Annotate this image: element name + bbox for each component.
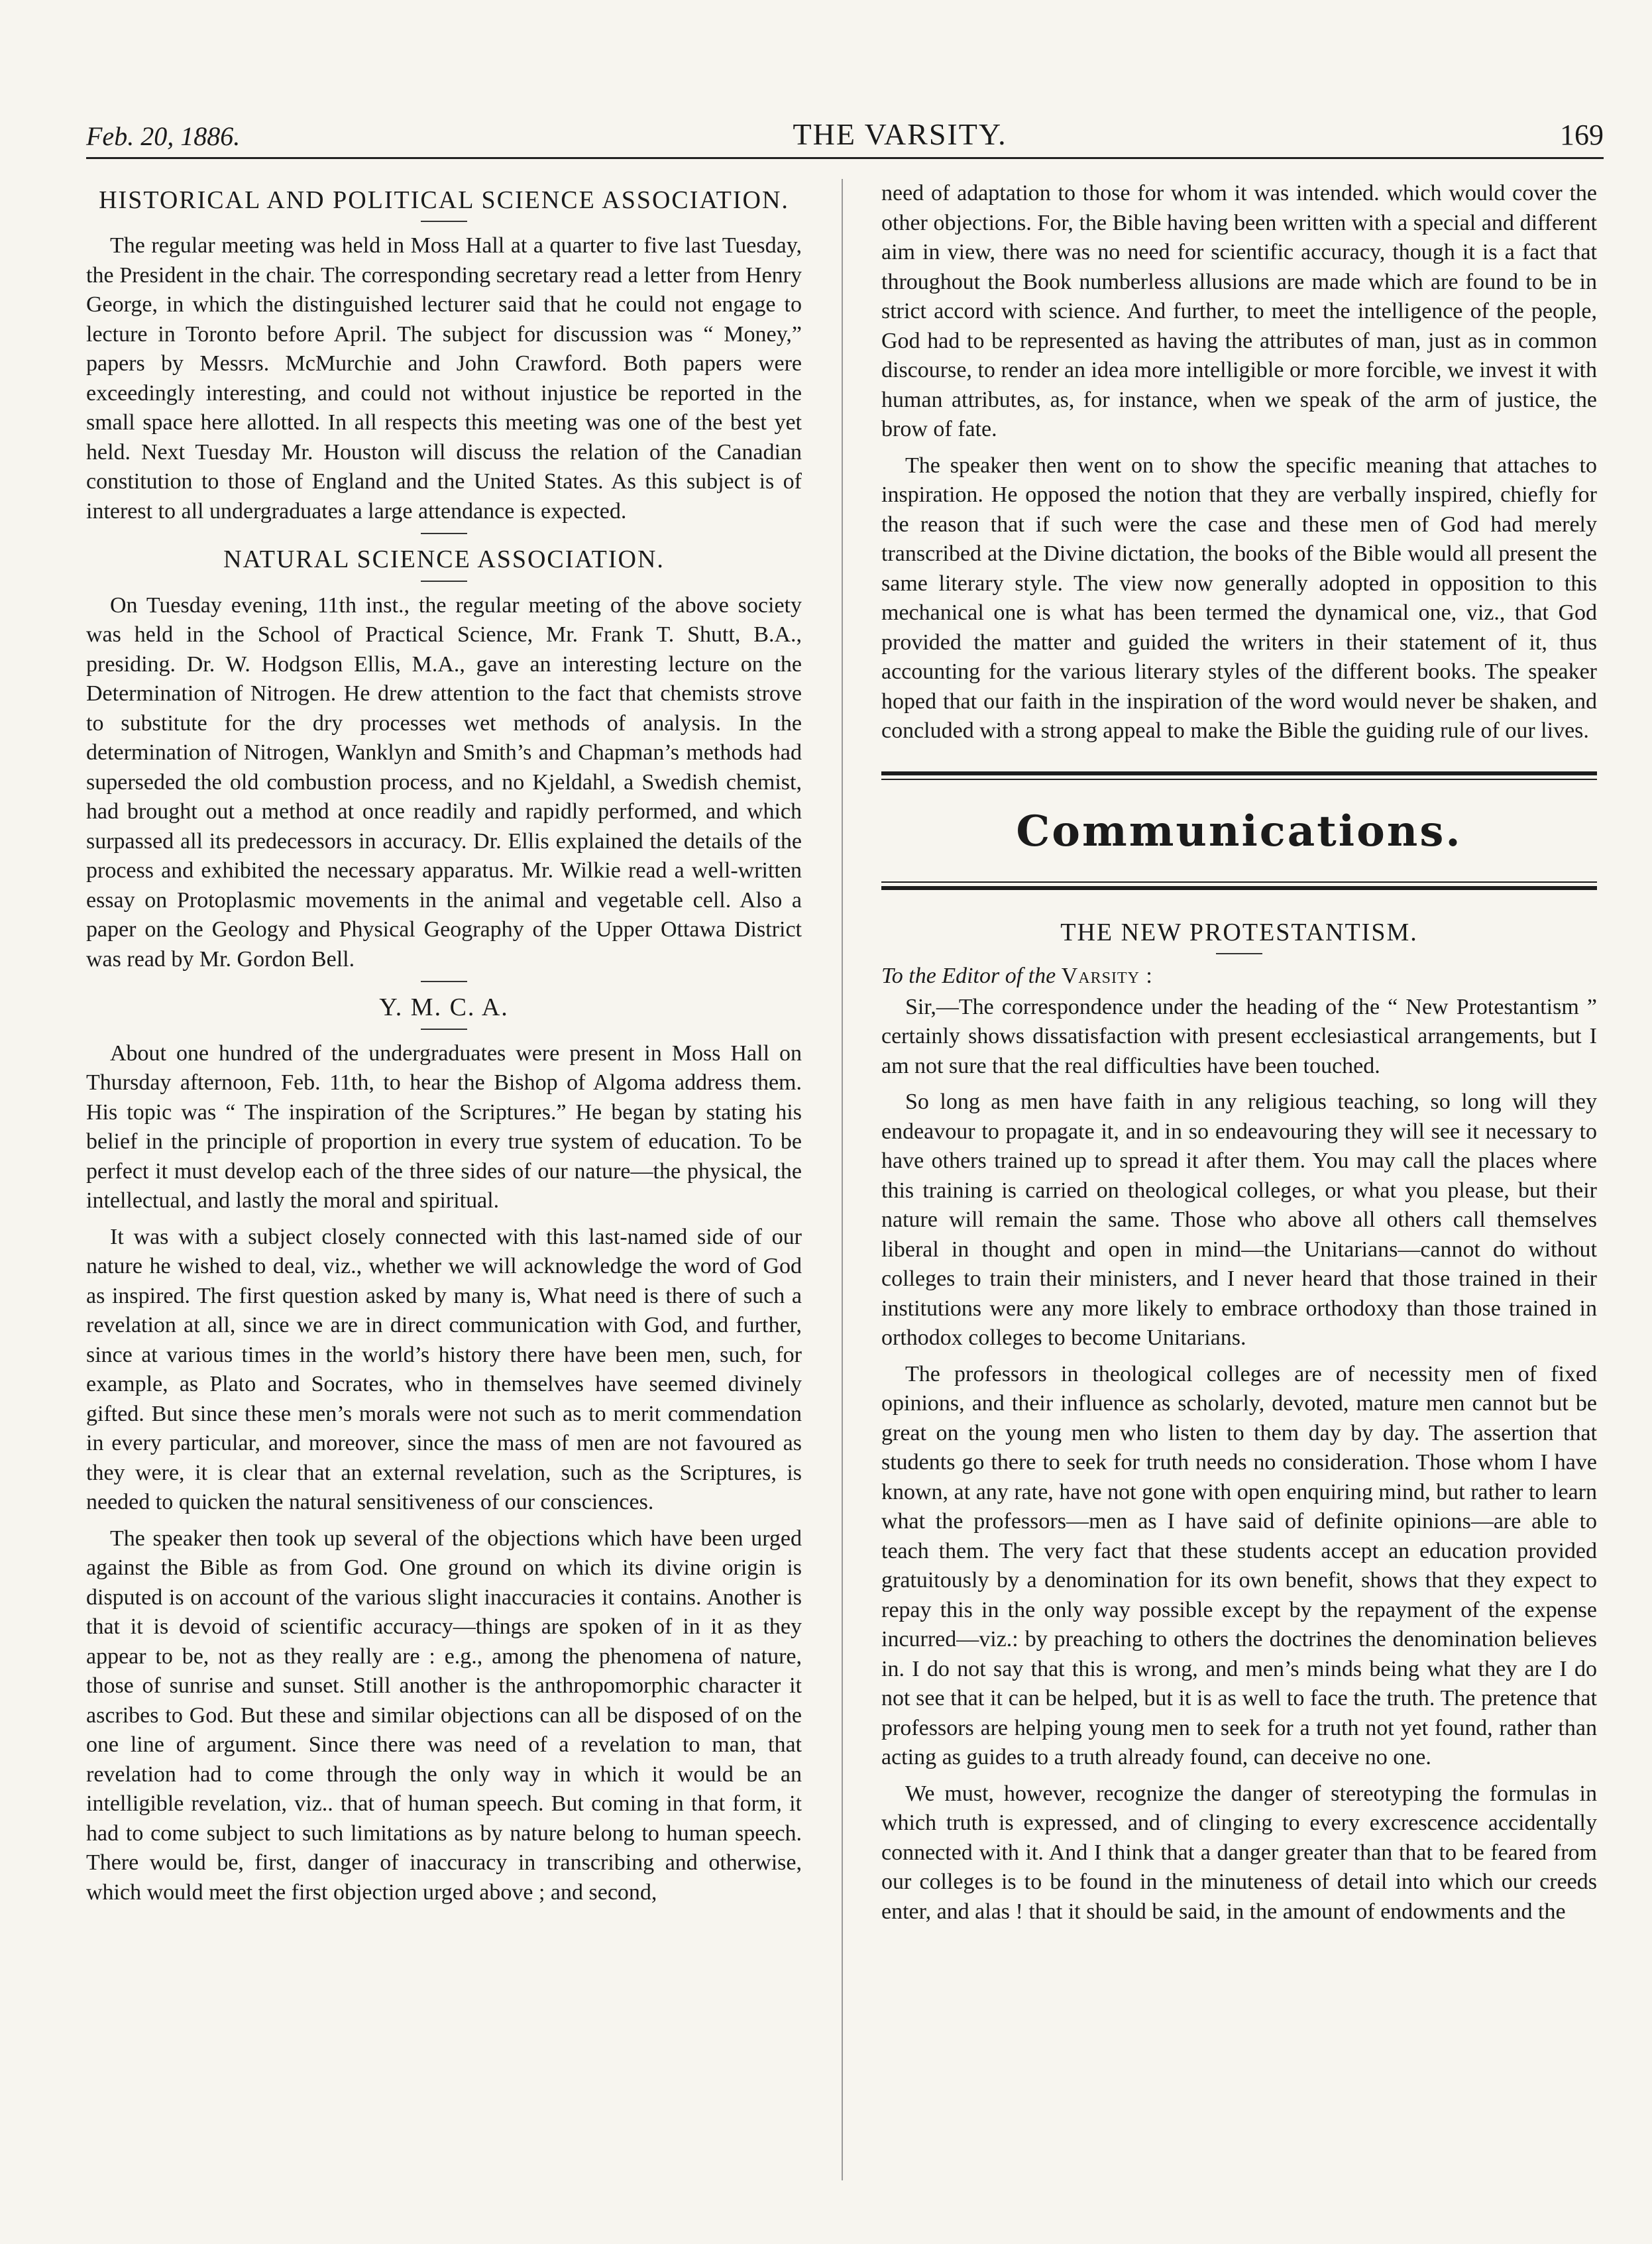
paragraph: We must, however, recognize the danger of stereotyping the formulas in which truth is expressed, and of clinging to every excrescence accidentally connected with it. And I think that a danger greater than that to be feared from our colleges is to be found in the minuteness of detail into which our creeds enter, and alas ! that it should be said, in the amount of endowments and the	[881, 1781, 1597, 1924]
paragraph: Sir,—The correspondence under the heading of the “ New Protestantism ” certainly shows dissatisfaction with present ecclesiastical arrangements, but I am not sure that the real difficulties have been touched.	[881, 994, 1597, 1078]
right-column	[881, 179, 1597, 1933]
newspaper-page	[86, 106, 1604, 2200]
paragraph: The professors in theological colleges are of necessity men of fixed opinions, and their influence as scholarly, devoted, mature men cannot but be great on the young men who listen to them day by day. The assertion that students go there to seek for truth needs no consideration. Those whom I have known, at any rate, have not gone with open enquiring mind, but rather to learn what the professors—men as I have said of definite opinions—are able to teach them. The very fact that these students accept an education provided gratuitously by a denomination for its own benefit, shows that they expect to repay this in the only way possible except by the repayment of the expense incurred—viz.: by preaching to others the doctrines the denomination believes in. I do not say that this is wrong, and men’s minds being what they are I do not see that it can be helped, but it is as well to face the truth. The pretence that professors are helping young men to seek for a truth not yet found, rather than acting as guides to a truth already found, can deceive no one.	[881, 1361, 1597, 1770]
communications-heading: Communications.	[1016, 806, 1462, 856]
paragraph: On Tuesday evening, 11th inst., the regular meeting of the above society was held in the School of Practical Science, Mr. Frank T. Shutt, B.A., presiding. Dr. W. Hodgson Ellis, M.A., gave an interesting lecture on the Determination of Nitrogen. He drew attention to the fact that chemists strove to substitute for the dry processes wet methods of analysis. In the determination of Nitrogen, Wanklyn and Smith’s and Chapman’s methods had superseded the old combustion process, and no Kjeldahl, a Swedish chemist, had brought out a method at once readily and rapidly performed, and which surpassed all its predecessors in accuracy. Dr. Ellis explained the details of the process and exhibited the necessary apparatus. Mr. Wilkie read a well-written essay on Protoplasmic movements in the animal and vegetable cell. Also a paper on the Geology and Physical Geography of the Upper Ottawa District was read by Mr. Gordon Bell.	[86, 592, 802, 972]
section-rule	[421, 221, 467, 222]
section-title-historical: HISTORICAL AND POLITICAL SCIENCE ASSOCIATION.	[99, 186, 789, 214]
paragraph: About one hundred of the undergraduates were present in Moss Hall on Thursday afternoon, Feb. 11th, to hear the Bishop of Algoma address them. His topic was “ The inspiration of the Scriptures.” He began by stating his belief in the principle of proportion in every true system of education. To be perfect it must develop each of the three sides of our nature—the physical, the intellectual, and lastly the moral and spiritual.	[86, 1040, 802, 1213]
masthead-title: THE VARSITY.	[793, 117, 1007, 151]
section-title-ymca: Y. M. C. A.	[379, 993, 509, 1022]
section-title-natural-science: NATURAL SCIENCE ASSOCIATION.	[223, 545, 665, 574]
double-rule-bottom	[881, 881, 1597, 890]
column-divider	[842, 179, 843, 2180]
section-rule	[421, 1029, 467, 1030]
section-rule	[421, 581, 467, 582]
page-number: 169	[1559, 119, 1604, 151]
salutation-name: Varsity :	[1061, 963, 1153, 988]
paragraph: The regular meeting was held in Moss Hall at a quarter to five last Tuesday, the President in the chair. The corresponding secretary read a letter from Henry George, in which the distinguished lecturer said that he could not engage to lecture in Toronto before April. The subject for discussion was “ Money,” papers by Messrs. McMurchie and John Crawford. Both papers were exceedingly interesting, and could not without injustice be reported in the small space here allotted. In all respects this meeting was one of the best yet held. Next Tuesday Mr. Houston will discuss the relation of the Canadian constitution to those of England and the United States. As this subject is of interest to all undergraduates a large attendance is expected.	[86, 233, 802, 524]
paragraph: So long as men have faith in any religious teaching, so long will they endeavour to propagate it, and in so endeavouring they will see it necessary to have others trained up to spread it after them. You may call the places where this training is carried on theological colleges, or what you please, but their nature will remain the same. Those who above all others call themselves liberal in thought and open in mind—the Unitarians—cannot do without colleges to train their ministers, and I never heard that those trained in their institutions were any more likely to embrace orthodoxy than those trained in orthodox colleges to become Unitarians.	[881, 1090, 1597, 1351]
section-rule	[1216, 953, 1262, 954]
section-rule	[421, 981, 467, 982]
paragraph: It was with a subject closely connected with this last-named side of our nature he wished to deal, viz., whether we will acknowledge the word of God as inspired. The first question asked by many is, What need is there of such a revelation at all, since we are in direct communication with God, and further, since at various times in the world’s history there have been men, such, for example, as Plato and Socrates, who in themselves have seemed divinely gifted. But since these men’s morals were not such as to merit commendation in every particular, and moreover, since the mass of men are not favoured as they were, it is clear that an external revelation, such as the Scriptures, is needed to quicken the natural sensitiveness of our consciences.	[86, 1224, 802, 1515]
left-column	[86, 179, 802, 1914]
salutation-prefix: To the Editor of the	[881, 963, 1056, 988]
letter-salutation	[881, 964, 1597, 989]
issue-date: Feb. 20, 1886.	[86, 121, 241, 151]
section-rule	[421, 533, 467, 534]
double-rule-top	[881, 771, 1597, 780]
paragraph: The speaker then went on to show the specific meaning that attaches to inspiration. He opposed the notion that they are verbally inspired, chiefly for the reason that if such were the case and these men of God had merely transcribed at the Divine dictation, the books of the Bible would all present the same literary style. The view now generally adopted in opposition to this mechanical one is what has been termed the dynamical one, viz., that God provided the matter and guided the writers in their statement of it, thus accounting for the various literary styles of the different books. The speaker hoped that our faith in the inspiration of the word would never be shaken, and concluded with a strong appeal to make the Bible the guiding rule of our lives.	[881, 453, 1597, 743]
paragraph: The speaker then took up several of the objections which have been urged against the Bible as from God. One ground on which its divine origin is disputed is on account of the various slight inaccuracies it contains. Another is that it is devoid of scientific accuracy—things are spoken of in it as they appear to be, not as they really are : e.g., among the phenomena of nature, those of sunrise and sunset. Still another is the anthropomorphic character it ascribes to God. But these and similar objections can all be disposed of on the one line of argument. Since there was need of a revelation to man, that revelation had to come through the only way in which it would be an intelligible revelation, viz.. that of human speech. But coming in that form, it had to come subject to such limitations as by nature belong to human speech. There would be, first, danger of inaccuracy in transcribing and otherwise, which would meet the first objection urged above ; and second,	[86, 1526, 802, 1905]
paragraph: need of adaptation to those for whom it was intended. which would cover the other objections. For, the Bible having been written with a special and different aim in view, there was no need for scientific accuracy, though it is a fact that throughout the Book numberless allusions are made which are found to be in strict accord with science. And further, to meet the intelligence of the people, God had to be represented as having the attributes of man, just as in common discourse, to render an idea more intelligible or more forcible, we invest it with human attributes, as, for instance, when we speak of the arm of justice, the brow of fate.	[881, 181, 1597, 441]
page-header	[86, 106, 1604, 159]
section-title-new-protestantism: THE NEW PROTESTANTISM.	[1060, 918, 1418, 946]
